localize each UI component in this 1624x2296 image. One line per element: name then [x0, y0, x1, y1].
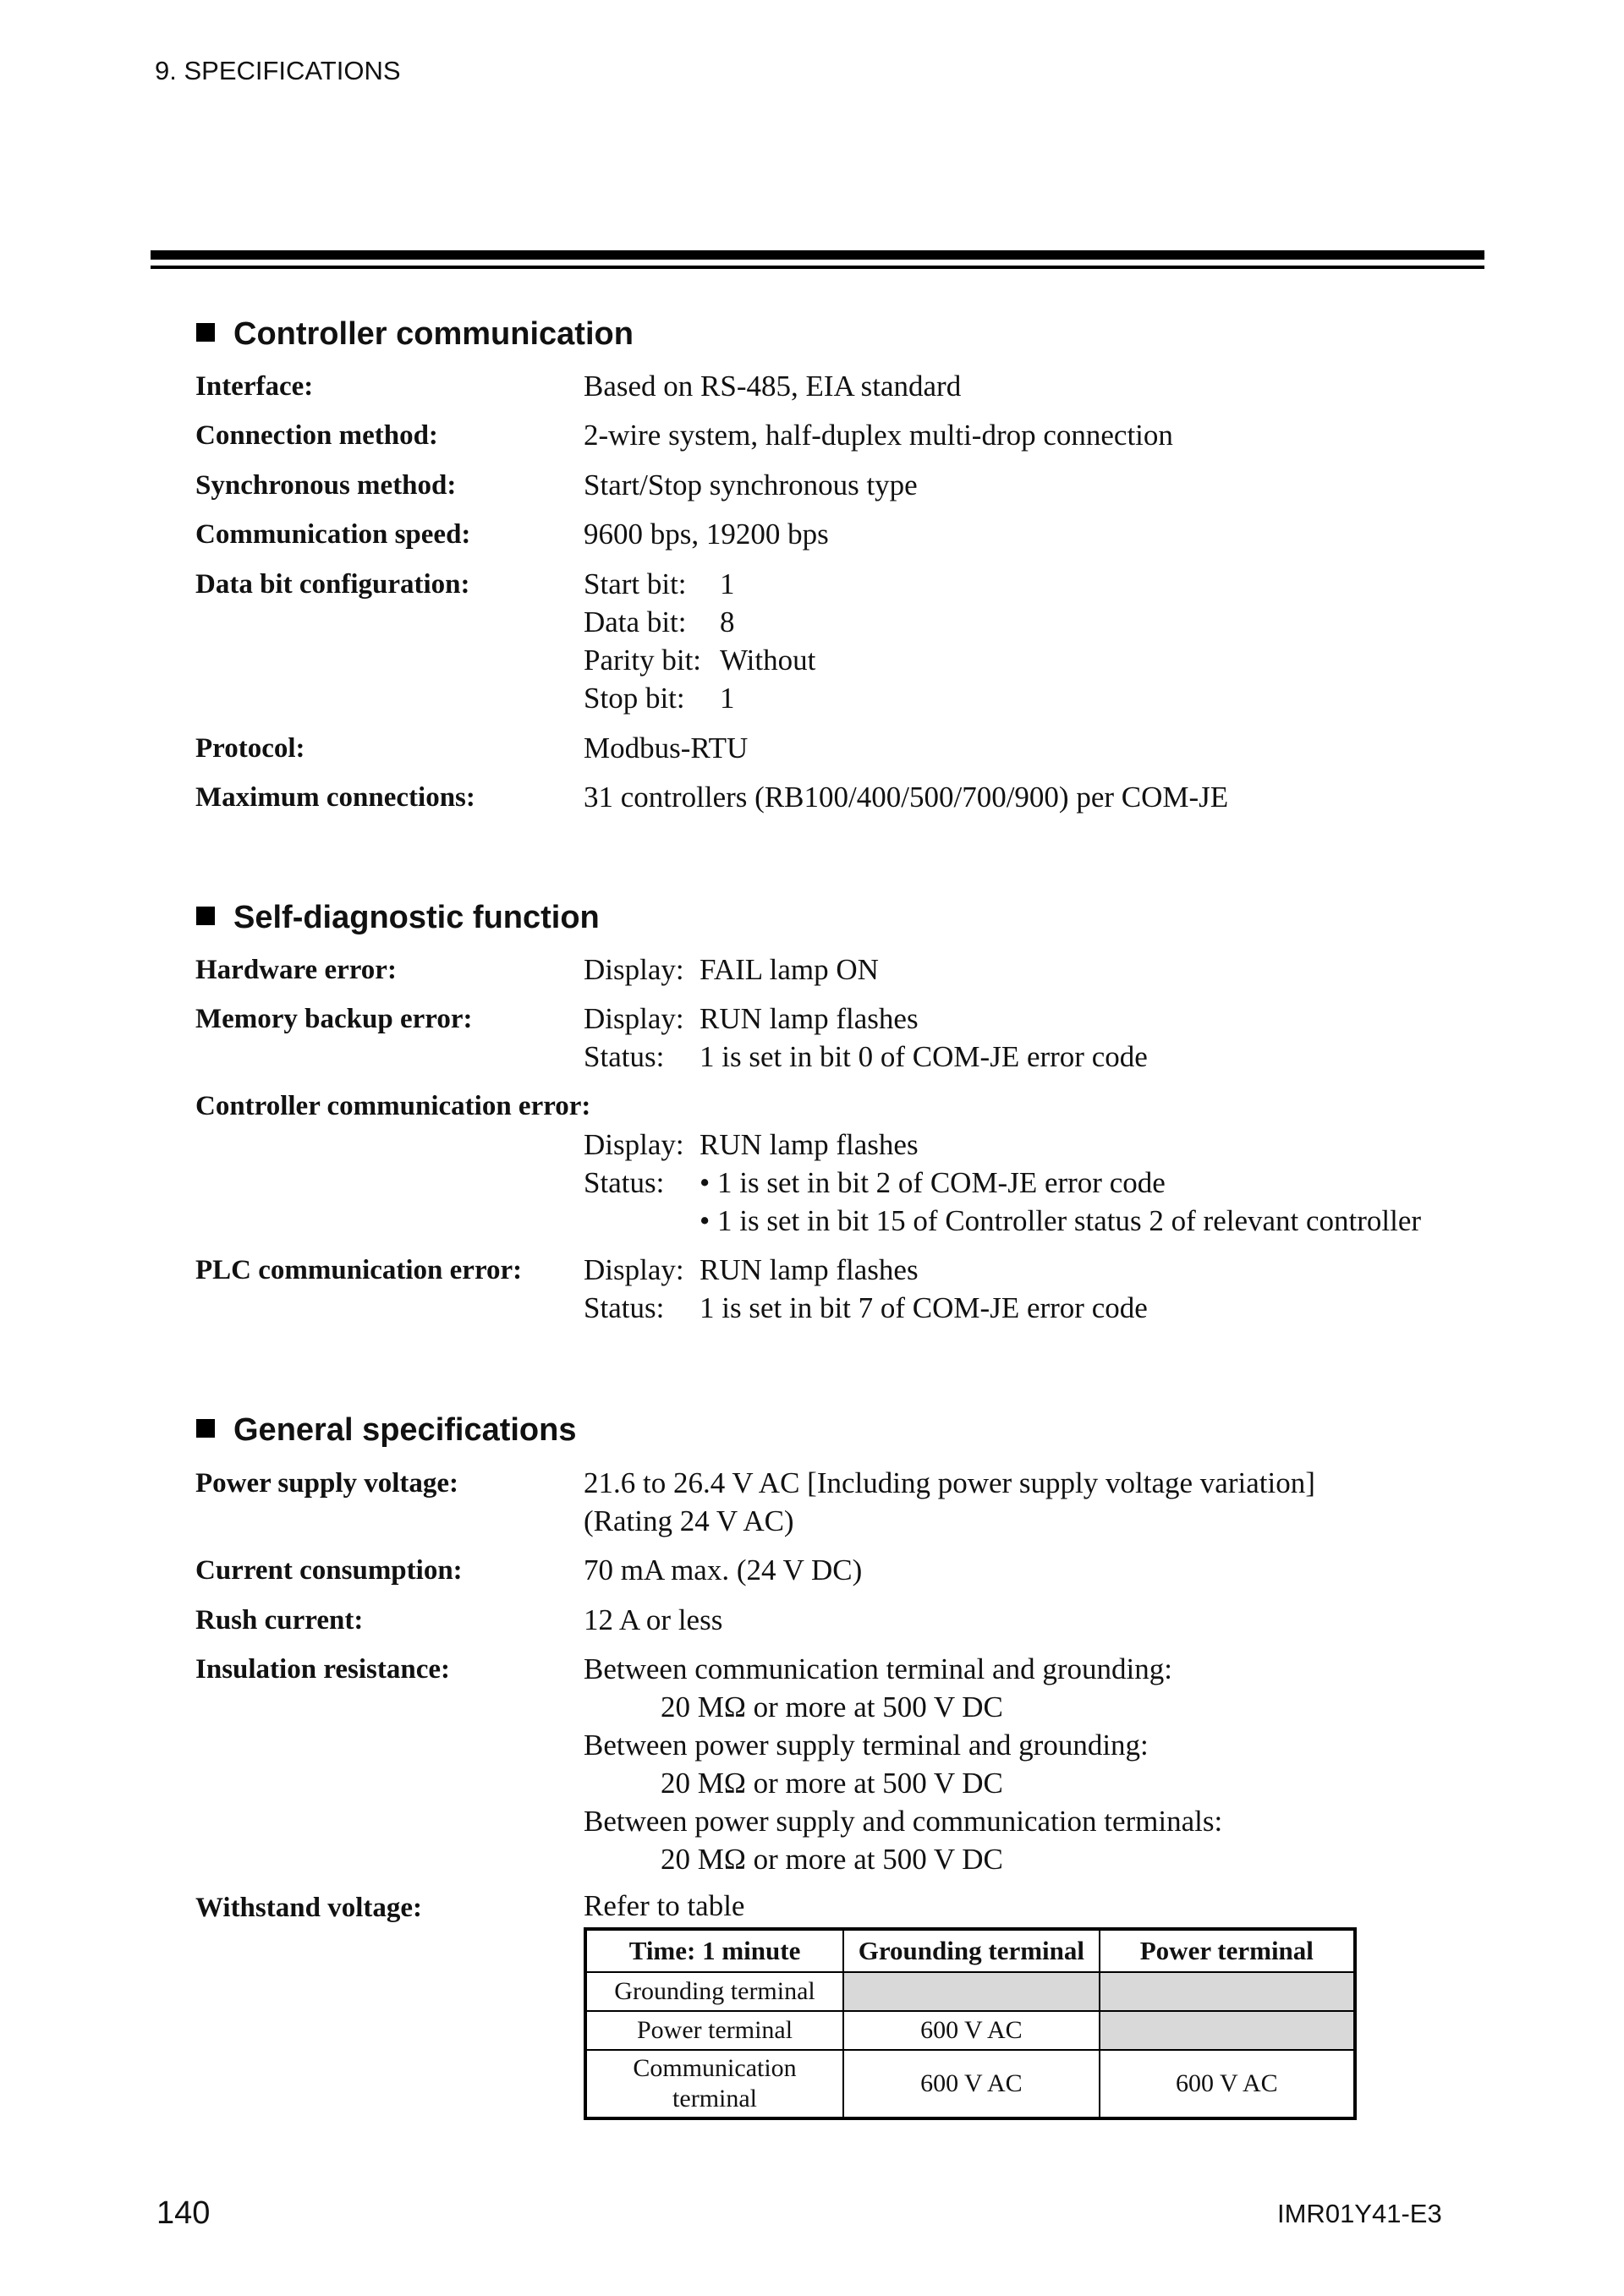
- table-cell: 600 V AC: [843, 2050, 1100, 2118]
- section-heading-controller-communication: [196, 316, 634, 353]
- controller-err-status-label: Status:: [584, 1166, 665, 1199]
- stop-bit-label: Stop bit:: [584, 682, 685, 715]
- memory-display-label: Display:: [584, 1002, 684, 1035]
- spec-label-power-supply-voltage: Power supply voltage:: [195, 1468, 459, 1499]
- parity-bit-label: Parity bit:: [584, 644, 702, 677]
- insulation-line-3: Between power supply terminal and grounding:: [584, 1729, 1149, 1762]
- spec-label-data-bit-configuration: Data bit configuration:: [195, 569, 470, 600]
- header-rule-thick: [151, 250, 1484, 260]
- spec-value-rush-current: 12 A or less: [584, 1603, 723, 1636]
- plc-status-value: 1 is set in bit 7 of COM-JE error code: [700, 1291, 1148, 1324]
- spec-label-memory-backup-error: Memory backup error:: [195, 1004, 473, 1034]
- document-id: IMR01Y41-E3: [1277, 2199, 1442, 2228]
- spec-label-hardware-error: Hardware error:: [195, 955, 397, 985]
- spec-value-synchronous-method: Start/Stop synchronous type: [584, 469, 918, 501]
- spec-value-protocol: Modbus-RTU: [584, 732, 749, 764]
- parity-bit-value: Without: [720, 644, 816, 677]
- section-heading-text: Controller communication: [233, 316, 634, 352]
- spec-label-synchronous-method: Synchronous method:: [195, 470, 457, 501]
- spec-label-protocol: Protocol:: [195, 733, 305, 764]
- insulation-line-5: Between power supply and communication terminals:: [584, 1805, 1223, 1838]
- section-heading-general-specifications: [196, 1412, 577, 1449]
- plc-display-value: RUN lamp flashes: [700, 1253, 919, 1286]
- table-header-cell: Time: 1 minute: [585, 1929, 843, 1972]
- section-heading-text: Self-diagnostic function: [233, 900, 600, 935]
- table-cell-shaded: [843, 1972, 1100, 2011]
- table-row-header: Power terminal: [585, 2011, 843, 2050]
- memory-status-value: 1 is set in bit 0 of COM-JE error code: [700, 1040, 1148, 1073]
- table-cell: 600 V AC: [1100, 2050, 1355, 2118]
- spec-value-maximum-connections: 31 controllers (RB100/400/500/700/900) per COM-JE: [584, 781, 1229, 814]
- plc-display-label: Display:: [584, 1253, 684, 1286]
- spec-label-maximum-connections: Maximum connections:: [195, 782, 475, 813]
- spec-label-withstand-voltage: Withstand voltage:: [195, 1893, 422, 1923]
- memory-status-label: Status:: [584, 1040, 665, 1073]
- spec-label-rush-current: Rush current:: [195, 1605, 364, 1636]
- table-row-header: Communication terminal: [585, 2050, 843, 2118]
- section-heading-text: General specifications: [233, 1412, 577, 1448]
- status-item-text: 1 is set in bit 2 of COM-JE error code: [717, 1166, 1166, 1199]
- spec-value-current-consumption: 70 mA max. (24 V DC): [584, 1553, 863, 1586]
- table-cell-shaded: [1100, 2011, 1355, 2050]
- spec-label-controller-communication-error: Controller communication error:: [195, 1091, 591, 1121]
- header-rule-thin: [151, 266, 1484, 269]
- stop-bit-value: 1: [720, 682, 735, 715]
- insulation-line-6: 20 MΩ or more at 500 V DC: [661, 1843, 1003, 1876]
- spec-label-connection-method: Connection method:: [195, 420, 438, 451]
- start-bit-label: Start bit:: [584, 567, 687, 600]
- table-header-cell: Grounding terminal: [843, 1929, 1100, 1972]
- hardware-display-value: FAIL lamp ON: [700, 953, 879, 986]
- spec-label-plc-communication-error: PLC communication error:: [195, 1255, 523, 1285]
- table-header-cell: Power terminal: [1100, 1929, 1355, 1972]
- controller-err-status-item-2: [700, 1204, 1421, 1238]
- spec-value-withstand-voltage: Refer to table: [584, 1889, 745, 1922]
- data-bit-value: 8: [720, 606, 735, 638]
- controller-err-display-label: Display:: [584, 1128, 684, 1161]
- insulation-line-2: 20 MΩ or more at 500 V DC: [661, 1690, 1003, 1723]
- data-bit-label: Data bit:: [584, 606, 687, 638]
- memory-display-value: RUN lamp flashes: [700, 1002, 919, 1035]
- table-header-row: [585, 1929, 1355, 1972]
- spec-value-power-rating: (Rating 24 V AC): [584, 1504, 794, 1537]
- table-row-header: Grounding terminal: [585, 1972, 843, 2011]
- table-row: [585, 2050, 1355, 2118]
- page-number: 140: [156, 2195, 211, 2231]
- spec-label-interface: Interface:: [195, 371, 314, 402]
- spec-value-interface: Based on RS-485, EIA standard: [584, 370, 962, 403]
- controller-err-display-value: RUN lamp flashes: [700, 1128, 919, 1161]
- bullet-icon: •: [700, 1204, 710, 1237]
- status-item-text: 1 is set in bit 15 of Controller status 2 of relevant controller: [717, 1204, 1422, 1237]
- spec-value-communication-speed: 9600 bps, 19200 bps: [584, 518, 829, 551]
- hardware-display-label: Display:: [584, 953, 684, 986]
- table-row: [585, 2011, 1355, 2050]
- spec-label-current-consumption: Current consumption:: [195, 1555, 463, 1586]
- spec-label-insulation-resistance: Insulation resistance:: [195, 1654, 450, 1685]
- spec-label-communication-speed: Communication speed:: [195, 519, 471, 550]
- square-bullet-icon: [196, 323, 215, 342]
- table-row: [585, 1972, 1355, 2011]
- insulation-line-4: 20 MΩ or more at 500 V DC: [661, 1767, 1003, 1800]
- square-bullet-icon: [196, 907, 215, 925]
- table-cell-shaded: [1100, 1972, 1355, 2011]
- withstand-voltage-table: [584, 1927, 1357, 2120]
- start-bit-value: 1: [720, 567, 735, 600]
- section-heading-self-diagnostic: [196, 900, 600, 936]
- bullet-icon: •: [700, 1166, 710, 1199]
- table-cell: 600 V AC: [843, 2011, 1100, 2050]
- square-bullet-icon: [196, 1419, 215, 1438]
- page-header-title: 9. SPECIFICATIONS: [155, 56, 401, 85]
- plc-status-label: Status:: [584, 1291, 665, 1324]
- spec-value-connection-method: 2-wire system, half-duplex multi-drop connection: [584, 419, 1173, 452]
- controller-err-status-item-1: [700, 1166, 1166, 1200]
- insulation-line-1: Between communication terminal and grounding:: [584, 1652, 1172, 1685]
- spec-value-power-supply-voltage: 21.6 to 26.4 V AC [Including power supply voltage variation]: [584, 1466, 1315, 1499]
